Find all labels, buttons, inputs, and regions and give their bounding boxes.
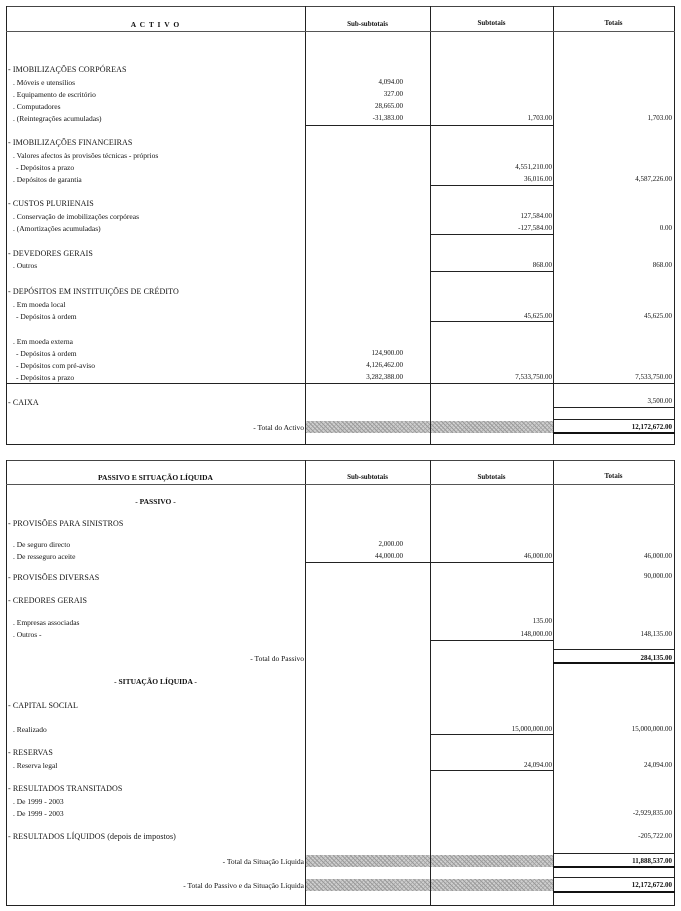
subtotal-value: 36,016.00 (524, 175, 552, 183)
row-label: . Outros - (13, 630, 42, 639)
double-rule (553, 866, 675, 868)
subsub-value: 28,665.00 (375, 102, 403, 110)
rule (6, 383, 675, 384)
total-situacao-label: - Total da Situação Líquida (222, 857, 304, 866)
row-label: . De resseguro aceite (13, 552, 76, 561)
row-label: . De 1999 - 2003 (13, 809, 64, 818)
section-title: - DEVEDORES GERAIS (8, 249, 93, 258)
subsub-value: 44,000.00 (375, 552, 403, 560)
rule (553, 877, 675, 878)
table-border-bottom (6, 444, 675, 445)
rule (430, 271, 554, 272)
total-value: 24,094.00 (644, 761, 672, 769)
section-title: - PROVISÕES DIVERSAS (8, 573, 100, 582)
passivo-title: PASSIVO E SITUAÇÃO LÍQUIDA (98, 473, 213, 482)
section-title: - CAIXA (8, 398, 39, 407)
row-label: . (Amortizações acumuladas) (13, 224, 101, 233)
col-header-totais: Totais (604, 472, 623, 480)
total-value: 1,703.00 (647, 114, 672, 122)
total-value: 868.00 (652, 261, 672, 269)
subsub-value: 2,000.00 (378, 540, 403, 548)
row-label: . Equipamento de escritório (13, 90, 96, 99)
row-label: - Depósitos a prazo (16, 163, 75, 172)
row-label: - Depósitos a prazo (16, 373, 75, 382)
hatch-fill (306, 421, 430, 433)
double-rule (553, 891, 675, 893)
total-situacao-value: 11,888,537.00 (632, 857, 672, 865)
total-value: 46,000.00 (644, 552, 672, 560)
subsub-value: 3,282,388.00 (366, 373, 403, 381)
row-label: - Depósitos com pré-aviso (16, 361, 95, 370)
row-label: . Em moeda local (13, 300, 66, 309)
subtotal-value: 7,533,750.00 (515, 373, 552, 381)
total-value: 15,000,000.00 (631, 725, 672, 733)
subtotal-value: 46,000.00 (524, 552, 552, 560)
row-label: . Em moeda externa (13, 337, 73, 346)
rule (553, 853, 675, 854)
col-divider (305, 6, 306, 445)
row-label: . Valores afectos às provisões técnicas - próprios (13, 151, 159, 160)
subtotal-value: -127,584.00 (518, 224, 552, 232)
table-border-right (674, 460, 675, 906)
section-title: - IMOBILIZAÇÕES FINANCEIRAS (8, 138, 133, 147)
row-label: . De 1999 - 2003 (13, 797, 64, 806)
section-title: - PROVISÕES PARA SINISTROS (8, 519, 124, 528)
subsub-value: 327.00 (383, 90, 403, 98)
col-divider (430, 460, 431, 906)
rule (430, 640, 554, 641)
total-value: -2,929,835.00 (632, 809, 672, 817)
rule (430, 770, 554, 771)
row-label: . (Reintegrações acumuladas) (13, 114, 102, 123)
table-border-left (6, 6, 7, 445)
header-divider (6, 31, 675, 32)
table-border-right (674, 6, 675, 445)
total-geral-label: - Total do Passivo e da Situação Líquida (183, 881, 304, 890)
row-label: - Depósitos à ordem (16, 312, 77, 321)
col-header-subsubtotais: Sub-subtotais (347, 20, 388, 28)
section-title: - IMOBILIZAÇÕES CORPÓREAS (8, 65, 127, 74)
double-rule (553, 662, 675, 664)
passivo-heading: - PASSIVO - (135, 497, 176, 506)
total-activo-label: - Total do Activo (253, 423, 304, 432)
col-header-subtotais: Subtotais (477, 473, 506, 481)
row-label: . Móveis e utensílios (13, 78, 76, 87)
total-value: -205,722.00 (638, 832, 672, 840)
table-border-bottom (6, 905, 675, 906)
total-value: 90,000.00 (644, 572, 672, 580)
hatch-fill (431, 855, 553, 867)
rule (430, 321, 554, 322)
total-passivo-label: - Total do Passivo (250, 654, 304, 663)
activo-title: A C T I V O (130, 20, 181, 29)
section-title: - RESULTADOS LÍQUIDOS (depois de impostos) (8, 832, 176, 841)
row-label: . Empresas associadas (13, 618, 80, 627)
subsub-value: 4,094.00 (378, 78, 403, 86)
rule (553, 419, 675, 420)
row-label: . Computadores (13, 102, 61, 111)
total-value: 45,625.00 (644, 312, 672, 320)
subtotal-value: 4,551,210.00 (515, 163, 552, 171)
col-divider (553, 460, 554, 906)
col-divider (553, 6, 554, 445)
col-divider (305, 460, 306, 906)
section-title: - CREDORES GERAIS (8, 596, 88, 605)
rule (553, 407, 675, 408)
total-value: 4,587,226.00 (635, 175, 672, 183)
rule (305, 562, 554, 563)
section-title: - RESULTADOS TRANSITADOS (8, 784, 123, 793)
subsub-value: 124,900.00 (371, 349, 403, 357)
section-title: - RESERVAS (8, 748, 53, 757)
section-title: - CUSTOS PLURIENAIS (8, 199, 94, 208)
hatch-fill (431, 879, 553, 891)
row-label: . De seguro directo (13, 540, 71, 549)
subtotal-value: 24,094.00 (524, 761, 552, 769)
total-value: 3,500.00 (647, 397, 672, 405)
rule (305, 125, 554, 126)
row-label: . Outros (13, 261, 38, 270)
subtotal-value: 148,000.00 (520, 630, 552, 638)
total-passivo-value: 284,135.00 (640, 654, 672, 662)
row-label: - Depósitos à ordem (16, 349, 77, 358)
total-value: 0.00 (659, 224, 672, 232)
col-header-totais: Totais (604, 19, 623, 27)
subtotal-value: 15,000,000.00 (511, 725, 552, 733)
col-header-subtotais: Subtotais (477, 19, 506, 27)
total-geral-value: 12,172,672.00 (631, 881, 672, 889)
col-divider (430, 6, 431, 445)
table-border-top (6, 460, 675, 461)
total-value: 7,533,750.00 (635, 373, 672, 381)
row-label: . Depósitos de garantia (13, 175, 82, 184)
subsub-value: -31,383.00 (372, 114, 403, 122)
hatch-fill (431, 421, 553, 433)
subtotal-value: 868.00 (532, 261, 552, 269)
row-label: . Realizado (13, 725, 47, 734)
subtotal-value: 1,703.00 (527, 114, 552, 122)
total-value: 148,135.00 (640, 630, 672, 638)
rule (430, 234, 554, 235)
rule (430, 734, 554, 735)
rule (430, 185, 554, 186)
table-border-top (6, 6, 675, 7)
section-title: - DEPÓSITOS EM INSTITUIÇÕES DE CRÉDITO (8, 287, 179, 296)
col-header-subsubtotais: Sub-subtotais (347, 473, 388, 481)
subtotal-value: 45,625.00 (524, 312, 552, 320)
hatch-fill (306, 855, 430, 867)
row-label: . Reserva legal (13, 761, 58, 770)
header-divider (6, 484, 675, 485)
subtotal-value: 127,584.00 (520, 212, 552, 220)
rule (553, 649, 675, 650)
subsub-value: 4,126,462.00 (366, 361, 403, 369)
hatch-fill (306, 879, 430, 891)
subtotal-value: 135.00 (532, 617, 552, 625)
situacao-heading: - SITUAÇÃO LÍQUIDA - (114, 677, 197, 686)
row-label: . Conservação de imobilizações corpóreas (13, 212, 139, 221)
total-activo-value: 12,172,672.00 (631, 423, 672, 431)
section-title: - CAPITAL SOCIAL (8, 701, 78, 710)
double-rule (553, 432, 675, 434)
